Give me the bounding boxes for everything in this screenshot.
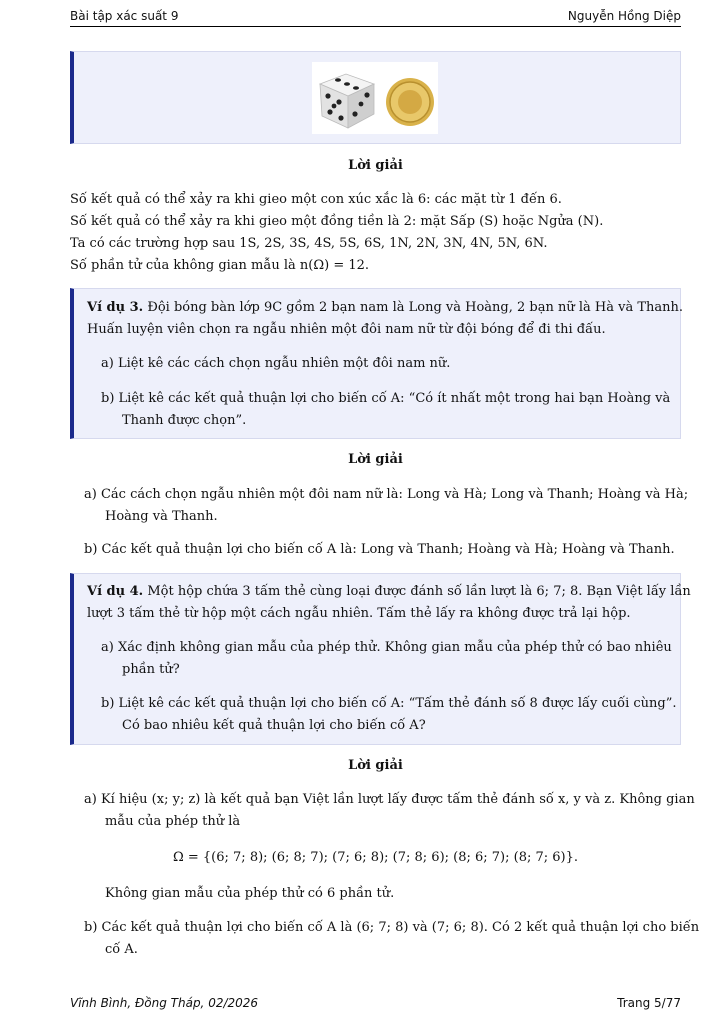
example-item-a: a) Xác định không gian mẫu của phép thử. Không gian mẫu của phép thử có bao nhiêu [101, 640, 672, 655]
dice-coin-figure [312, 62, 438, 134]
example-item-b: b) Liệt kê các kết quả thuận lợi cho biến cố A: “Tấm thẻ đánh số 8 được lấy cuối cùng”. [101, 696, 677, 711]
solution-item-a-note: Không gian mẫu của phép thử có 6 phần tử. [105, 886, 395, 901]
solution-item-a-cont: Hoàng và Thanh. [105, 509, 218, 524]
solution-item-b-cont: cố A. [105, 942, 138, 957]
coin-icon [386, 78, 434, 126]
sample-space-formula: Ω = {(6; 7; 8); (6; 8; 7); (7; 6; 8); (7; 8; 6); (8; 6; 7); (8; 7; 6)}. [172, 850, 579, 865]
example-text: Một hộp chứa 3 tấm thẻ cùng loại được đánh số lần lượt là 6; 7; 8. Bạn Việt lấy lần [147, 584, 691, 599]
footer-left: Vĩnh Bình, Đồng Tháp, 02/2026 [70, 996, 259, 1010]
header-rule [70, 26, 681, 27]
example-item-a: a) Liệt kê các cách chọn ngẫu nhiên một đôi nam nữ. [101, 356, 451, 371]
solution-title: Lời giải [348, 452, 403, 467]
example-label: Ví dụ 3. [87, 300, 144, 315]
example-item-b: b) Liệt kê các kết quả thuận lợi cho biến cố A: “Có ít nhất một trong hai bạn Hoàng và [101, 391, 671, 406]
example-line: Huấn luyện viên chọn ra ngẫu nhiên một đôi nam nữ từ đội bóng để đi thi đấu. [87, 322, 606, 337]
dice-icon [320, 74, 374, 128]
solution-item-a: a) Các cách chọn ngẫu nhiên một đôi nam nữ là: Long và Hà; Long và Thanh; Hoàng và Hà; [84, 487, 689, 502]
example-item-b-cont: Có bao nhiêu kết quả thuận lợi cho biến cố A? [122, 718, 426, 733]
example-label: Ví dụ 4. [87, 584, 144, 599]
solution-item-a: a) Kí hiệu (x; y; z) là kết quả bạn Việt lần lượt lấy được tấm thẻ đánh số x, y và z. Không gian [84, 792, 695, 807]
solution-item-a-cont: mẫu của phép thử là [105, 814, 241, 829]
solution-item-b: b) Các kết quả thuận lợi cho biến cố A là (6; 7; 8) và (7; 6; 8). Có 2 kết quả thuận lợi cho biến [84, 920, 700, 935]
example-line [87, 300, 683, 315]
example-item-a-cont: phần tử? [122, 662, 180, 677]
example-line: lượt 3 tấm thẻ từ hộp một cách ngẫu nhiên. Tấm thẻ lấy ra không được trả lại hộp. [87, 606, 631, 621]
page-number: Trang 5/77 [617, 996, 681, 1010]
header-right: Nguyễn Hồng Diệp [567, 9, 681, 23]
solution-title: Lời giải [348, 758, 403, 773]
header-left: Bài tập xác suất 9 [70, 9, 179, 23]
text-line: Số kết quả có thể xảy ra khi gieo một đồng tiền là 2: mặt Sấp (S) hoặc Ngửa (N). [70, 214, 604, 229]
example-line [87, 584, 691, 599]
text-line: Số kết quả có thể xảy ra khi gieo một con xúc xắc là 6: các mặt từ 1 đến 6. [70, 192, 562, 207]
solution-item-b: b) Các kết quả thuận lợi cho biến cố A là: Long và Thanh; Hoàng và Hà; Hoàng và Thanh. [84, 542, 675, 557]
text-line: Số phần tử của không gian mẫu là n(Ω) = 12. [70, 258, 370, 273]
example-text: Đội bóng bàn lớp 9C gồm 2 bạn nam là Long và Hoàng, 2 bạn nữ là Hà và Thanh. [147, 300, 684, 315]
example-item-b-cont: Thanh được chọn”. [122, 413, 247, 428]
figure-image [312, 62, 438, 134]
text-line: Ta có các trường hợp sau 1S, 2S, 3S, 4S, 5S, 6S, 1N, 2N, 3N, 4N, 5N, 6N. [70, 236, 548, 251]
solution-title: Lời giải [348, 158, 403, 173]
